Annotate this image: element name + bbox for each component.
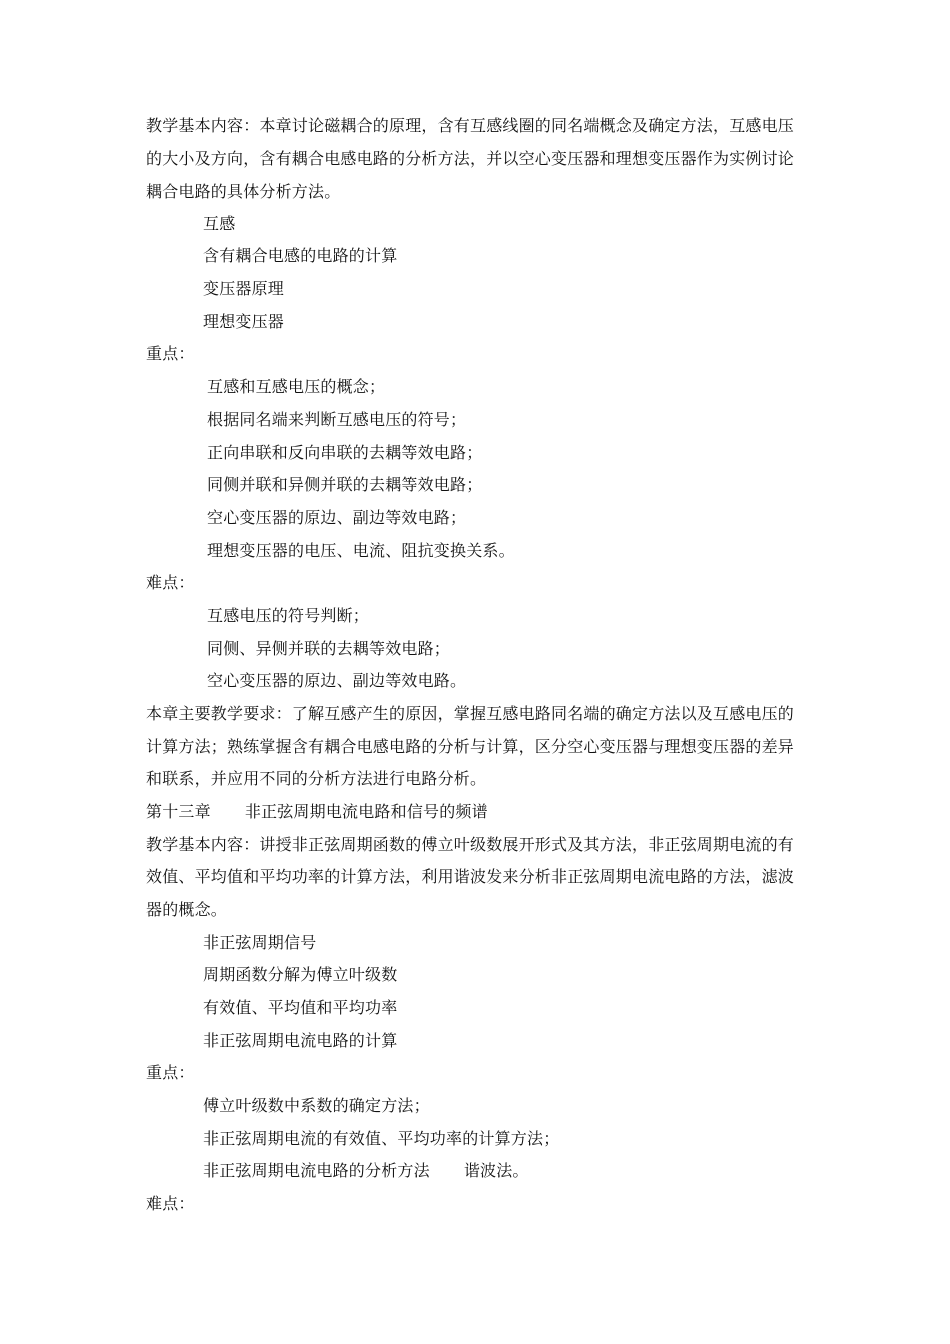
intro-line-3: 器的概念。 (146, 900, 228, 919)
chapter-heading (146, 802, 488, 822)
intro-line-2: 效值、平均值和平均功率的计算方法，利用谐波发来分析非正弦周期电流电路的方法，滤波 (146, 867, 795, 886)
key-point-item: 非正弦周期电流的有效值、平均功率的计算方法； (203, 1129, 560, 1148)
chapter-title: 非正弦周期电流电路和信号的频谱 (244, 802, 488, 821)
key-point-item: 正向串联和反向串联的去耦等效电路； (207, 443, 483, 462)
requirements-line-1: 本章主要教学要求：了解互感产生的原因，掌握互感电路同名端的确定方法以及互感电压的 (146, 704, 795, 723)
key-point-item: 傅立叶级数中系数的确定方法； (203, 1096, 430, 1115)
requirements-line-3: 和联系，并应用不同的分析方法进行电路分析。 (146, 769, 487, 788)
difficulty-item: 同侧、异侧并联的去耦等效电路； (207, 639, 451, 658)
key-point-method: 谐波法。 (463, 1161, 529, 1180)
topic-item: 变压器原理 (203, 279, 285, 298)
key-point-item (203, 1161, 529, 1181)
key-points-heading: 重点： (146, 344, 195, 363)
intro-line-3: 耦合电路的具体分析方法。 (146, 182, 341, 201)
intro-line-2: 的大小及方向，含有耦合电感电路的分析方法，并以空心变压器和理想变压器作为实例讨论 (146, 149, 795, 168)
topic-item: 理想变压器 (203, 312, 285, 331)
topic-item: 非正弦周期电流电路的计算 (203, 1031, 398, 1050)
topic-item: 有效值、平均值和平均功率 (203, 998, 398, 1017)
key-points-heading: 重点： (146, 1063, 195, 1082)
key-point-item: 理想变压器的电压、电流、阻抗变换关系。 (207, 541, 515, 560)
topic-item: 互感 (203, 214, 236, 233)
requirements-line-2: 计算方法；熟练掌握含有耦合电感电路的分析与计算，区分空心变压器与理想变压器的差异 (146, 737, 795, 756)
intro-line-1: 教学基本内容：讲授非正弦周期函数的傅立叶级数展开形式及其方法，非正弦周期电流的有 (146, 835, 795, 854)
key-point-item: 根据同名端来判断互感电压的符号； (207, 410, 467, 429)
difficulties-heading: 难点： (146, 573, 195, 592)
intro-line-1: 教学基本内容：本章讨论磁耦合的原理，含有互感线圈的同名端概念及确定方法，互感电压 (146, 116, 795, 135)
topic-item: 周期函数分解为傅立叶级数 (203, 965, 398, 984)
key-point-item: 空心变压器的原边、副边等效电路； (207, 508, 467, 527)
topic-item: 含有耦合电感的电路的计算 (203, 246, 398, 265)
key-point-text: 非正弦周期电流电路的分析方法 (203, 1161, 430, 1180)
difficulties-heading: 难点： (146, 1194, 195, 1213)
key-point-item: 互感和互感电压的概念； (207, 377, 386, 396)
topic-item: 非正弦周期信号 (203, 933, 317, 952)
key-point-item: 同侧并联和异侧并联的去耦等效电路； (207, 475, 483, 494)
difficulty-item: 互感电压的符号判断； (207, 606, 370, 625)
difficulty-item: 空心变压器的原边、副边等效电路。 (207, 671, 467, 690)
chapter-number: 第十三章 (146, 802, 211, 821)
